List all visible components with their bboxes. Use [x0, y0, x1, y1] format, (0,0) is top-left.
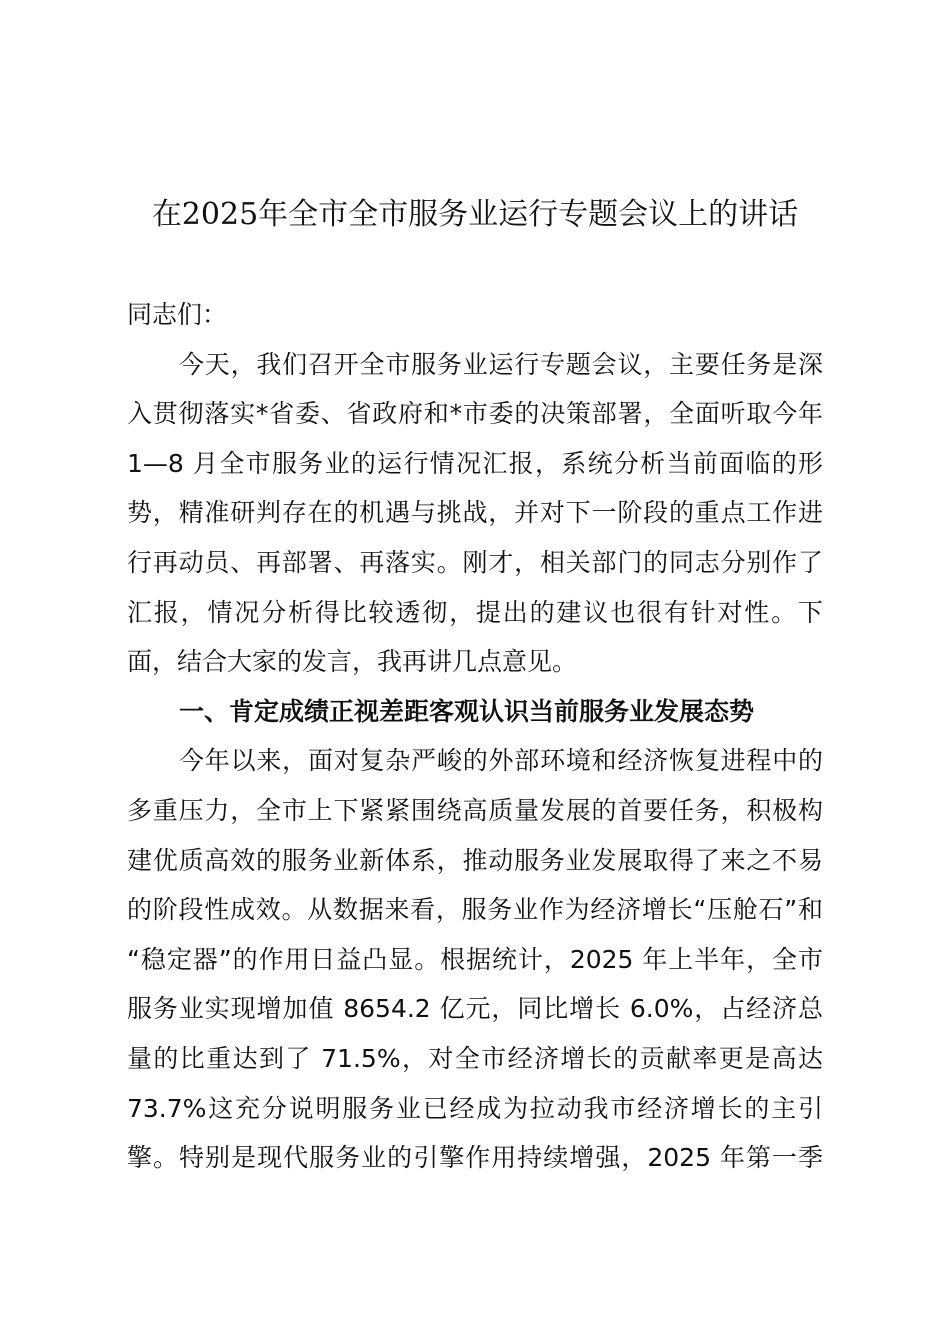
- paragraph: [127, 340, 823, 687]
- text-line: 今年以来，面对复杂严峻的外部环境和经济恢复进程中的: [179, 746, 823, 776]
- text-line: 73.7%这充分说明服务业已经成为拉动我市经济增长的主引: [127, 1093, 823, 1123]
- text-line: 势，精准研判存在的机遇与挑战，并对下一阶段的重点工作进: [127, 498, 823, 528]
- text-line: “稳定器”的作用日益凸显。根据统计，2025 年上半年，全市: [127, 944, 823, 974]
- text-line: 面，结合大家的发言，我再讲几点意见。: [127, 647, 578, 677]
- document-body: [127, 290, 823, 1183]
- text-line: 服务业实现增加值 8654.2 亿元，同比增长 6.0%，占经济总: [127, 994, 823, 1024]
- paragraphs: [127, 340, 823, 1183]
- text-line: 建优质高效的服务业新体系，推动服务业发展取得了来之不易: [127, 845, 823, 875]
- section-heading: [127, 687, 823, 737]
- text-line: 擎。特别是现代服务业的引擎作用持续增强，2025 年第一季: [127, 1143, 823, 1173]
- text-line: 行再动员、再部署、再落实。刚才，相关部门的同志分别作了: [127, 547, 823, 577]
- text-line: 1—8 月全市服务业的运行情况汇报，系统分析当前面临的形: [127, 448, 823, 478]
- text-line: 入贯彻落实*省委、省政府和*市委的决策部署，全面听取今年: [127, 399, 823, 429]
- text-line: 的阶段性成效。从数据来看，服务业作为经济增长“压舱石”和: [127, 895, 823, 925]
- text-line: 多重压力，全市上下紧紧围绕高质量发展的首要任务，积极构: [127, 795, 823, 825]
- text-line: 量的比重达到了 71.5%，对全市经济增长的贡献率更是高达: [127, 1043, 823, 1073]
- text-line: 一、肯定成绩正视差距客观认识当前服务业发展态势: [179, 696, 755, 726]
- paragraph: [127, 736, 823, 1182]
- text-line: 今天，我们召开全市服务业运行专题会议，主要任务是深: [179, 349, 823, 379]
- text-line: 汇报，情况分析得比较透彻，提出的建议也很有针对性。下: [127, 597, 823, 627]
- greeting: 同志们：: [127, 300, 228, 329]
- document-title: 在2025年全市全市服务业运行专题会议上的讲话: [151, 197, 799, 232]
